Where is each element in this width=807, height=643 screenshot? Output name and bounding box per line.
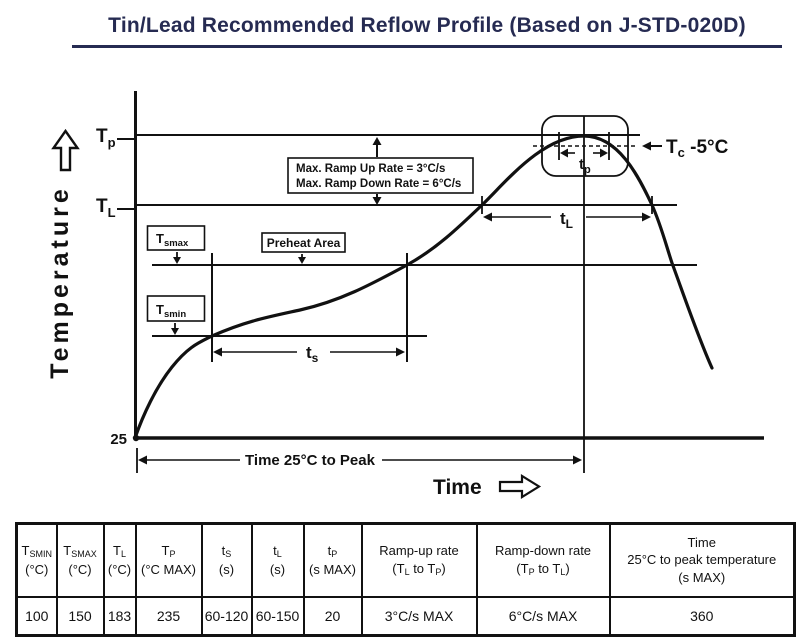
value-tl: 183: [104, 597, 136, 636]
tsmin-callout: [148, 296, 205, 335]
svg-text:Max. Ramp Down Rate = 6°C/s: Max. Ramp Down Rate = 6°C/s: [296, 178, 462, 190]
origin-label: 25: [110, 431, 127, 448]
value-time-to-peak: 360: [610, 597, 795, 636]
table-value-row: [17, 597, 795, 636]
reflow-parameters-table: [15, 522, 796, 637]
page-title-underline: [72, 14, 782, 48]
value-tsmax: 150: [57, 597, 104, 636]
th-tsmin: $T_{SMIN}$ (°C): [17, 524, 57, 597]
preheat-callout: [262, 233, 345, 264]
table-header-row: [17, 524, 795, 597]
tp-dim-right-arrowhead: [600, 149, 608, 158]
value-tp-time: 20: [304, 597, 362, 636]
ts-dim-label: $t_s$: [306, 343, 319, 365]
tsmin-arrowhead: [171, 328, 179, 335]
tsmax-arrowhead: [173, 257, 181, 264]
value-tl-time: 60-150: [252, 597, 304, 636]
th-tp: $T_P$ (°C MAX): [136, 524, 202, 597]
value-tp: 235: [136, 597, 202, 636]
tl-dim-label: $t_L$: [560, 209, 574, 231]
reflow-profile-diagram: [0, 85, 807, 515]
tl-dimension: [482, 196, 652, 231]
peak-region: [542, 116, 628, 473]
ts-dimension: [213, 343, 405, 365]
svg-text:Preheat Area: Preheat Area: [266, 236, 341, 250]
up-arrow-icon: [54, 131, 78, 170]
th-tl: $T_L$ (°C): [104, 524, 136, 597]
right-arrow-icon: [500, 476, 539, 497]
time-to-peak-right-arrowhead: [573, 456, 582, 465]
svg-text:Max. Ramp Up Rate = 3°C/s: Max. Ramp Up Rate = 3°C/s: [296, 163, 446, 175]
tsmax-callout: [148, 226, 205, 264]
ramp-down-arrowhead: [373, 197, 382, 205]
ramp-up-arrowhead: [373, 137, 382, 145]
th-time-to-peak: Time 25°C to peak temperature (s MAX): [610, 524, 795, 597]
value-ramp-up: 3°C/s MAX: [362, 597, 477, 636]
tc-label: $T_c$ -5°C: [666, 137, 729, 160]
value-ts-time: 60-120: [202, 597, 252, 636]
tl-axis-label: $T_L$: [96, 196, 116, 220]
ts-right-arrowhead: [396, 348, 405, 357]
th-ts-time: $t_S$ (s): [202, 524, 252, 597]
value-tsmin: 100: [17, 597, 57, 636]
tp-dim-left-arrowhead: [560, 149, 568, 158]
th-tl-time: $t_L$ (s): [252, 524, 304, 597]
ramp-rate-note: [288, 137, 473, 205]
time-axis-label: Time: [433, 476, 482, 499]
preheat-arrowhead: [298, 257, 306, 264]
page-title: Tin/Lead Recommended Reflow Profile (Based on J-STD-020D): [108, 14, 746, 37]
svg-text:Tsmax: $T_{smax}$: [156, 231, 189, 249]
temperature-axis-label: Temperature: [46, 185, 74, 379]
th-ramp-up: Ramp-up rate ($T_L$ to $T_P$): [362, 524, 477, 597]
value-ramp-down: 6°C/s MAX: [477, 597, 610, 636]
svg-text:Tsmin: $T_{smin}$: [156, 302, 187, 320]
tp-dim-label: $t_p$: [579, 156, 591, 176]
tp-axis-label: $T_p$: [96, 126, 116, 150]
time-to-peak-label: Time 25°C to Peak: [245, 452, 375, 469]
time-to-peak-dimension: [137, 448, 582, 473]
tl-right-arrowhead: [642, 213, 651, 222]
th-tsmax: $T_{SMAX}$ (°C): [57, 524, 104, 597]
th-tp-time: $t_P$ (s MAX): [304, 524, 362, 597]
th-ramp-down: Ramp-down rate ($T_P$ to $T_L$): [477, 524, 610, 597]
